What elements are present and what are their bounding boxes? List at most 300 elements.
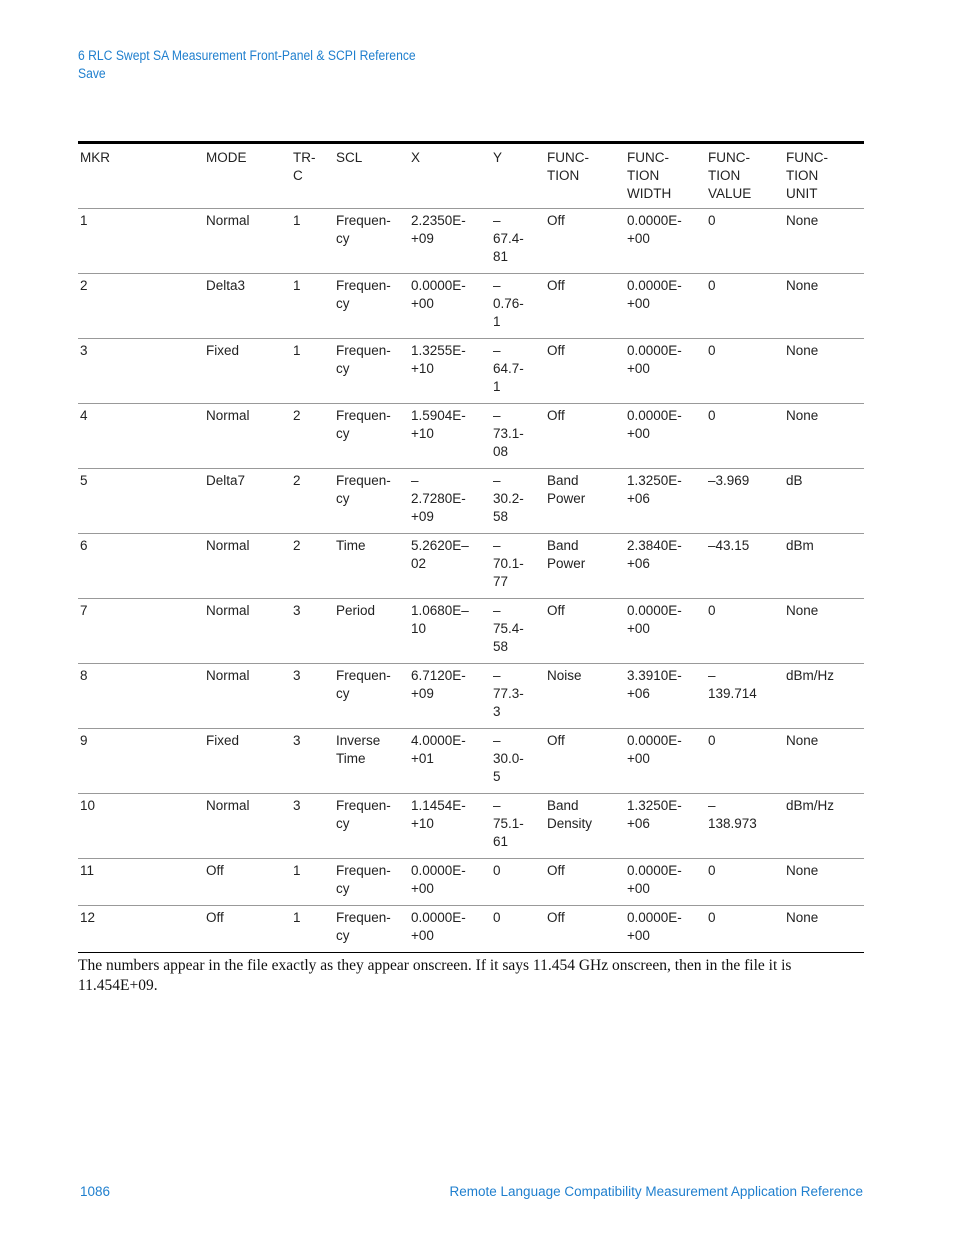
cell-function-width	[625, 859, 706, 906]
cell-x	[409, 906, 491, 953]
cell-text: 0.0000E-	[411, 910, 466, 925]
cell-text: None	[786, 910, 819, 925]
cell-trc	[291, 906, 334, 953]
cell-text: 1	[293, 343, 301, 358]
cell-text: 08	[493, 444, 509, 459]
cell-trc	[291, 729, 334, 794]
header-function	[545, 143, 625, 209]
cell-text: +00	[411, 881, 434, 896]
cell-text: 02	[411, 556, 427, 571]
cell-text: Normal	[206, 538, 250, 553]
cell-text: Delta3	[206, 278, 246, 293]
cell-y	[491, 404, 545, 469]
cell-scl	[334, 469, 409, 534]
cell-text: Off	[206, 863, 224, 878]
cell-trc	[291, 794, 334, 859]
cell-text: 4	[80, 408, 88, 423]
cell-y	[491, 729, 545, 794]
cell-text: –	[708, 798, 716, 813]
cell-mkr	[78, 794, 204, 859]
cell-text: +01	[411, 751, 434, 766]
cell-function-value	[706, 859, 784, 906]
cell-scl	[334, 534, 409, 599]
cell-text: 0.0000E-	[627, 343, 682, 358]
cell-text: –	[493, 343, 501, 358]
cell-function-value	[706, 274, 784, 339]
cell-x	[409, 469, 491, 534]
cell-text: 12	[80, 910, 96, 925]
header-text: MKR	[80, 150, 110, 165]
cell-trc	[291, 209, 334, 274]
cell-text: Inverse	[336, 733, 381, 748]
cell-text: 1.3255E-	[411, 343, 466, 358]
cell-text: Off	[547, 603, 565, 618]
cell-text: 3	[293, 668, 301, 683]
cell-mkr	[78, 274, 204, 339]
cell-mkr	[78, 664, 204, 729]
table-row	[78, 859, 864, 906]
table-body	[78, 209, 864, 953]
cell-text: 1	[493, 314, 501, 329]
cell-x	[409, 859, 491, 906]
cell-function-value	[706, 906, 784, 953]
cell-function-value	[706, 209, 784, 274]
cell-function-unit	[784, 859, 864, 906]
cell-text: cy	[336, 296, 350, 311]
cell-text: 5	[80, 473, 88, 488]
marker-table	[78, 141, 864, 953]
cell-text: +00	[627, 426, 650, 441]
header-function-unit	[784, 143, 864, 209]
cell-text: Band	[547, 798, 579, 813]
cell-x	[409, 339, 491, 404]
header-scl	[334, 143, 409, 209]
cell-function-unit	[784, 599, 864, 664]
cell-text: Off	[547, 733, 565, 748]
cell-text: Period	[336, 603, 376, 618]
cell-function-unit	[784, 209, 864, 274]
cell-function-width	[625, 729, 706, 794]
cell-text: +09	[411, 509, 434, 524]
cell-text: 0	[708, 343, 716, 358]
cell-text: 3	[80, 343, 88, 358]
header-text: FUNC-	[547, 150, 589, 165]
cell-function-unit	[784, 469, 864, 534]
cell-text: 2	[293, 408, 301, 423]
header-mkr	[78, 143, 204, 209]
cell-text: 58	[493, 509, 509, 524]
table-row	[78, 664, 864, 729]
cell-text: 0.0000E-	[627, 733, 682, 748]
cell-function-width	[625, 599, 706, 664]
cell-mkr	[78, 859, 204, 906]
cell-scl	[334, 599, 409, 664]
cell-function-value	[706, 599, 784, 664]
cell-text: +06	[627, 556, 650, 571]
cell-text: 8	[80, 668, 88, 683]
cell-function-width	[625, 404, 706, 469]
header-text: SCL	[336, 150, 363, 165]
header-function-value	[706, 143, 784, 209]
cell-text: cy	[336, 686, 350, 701]
cell-mode	[204, 664, 291, 729]
cell-function-width	[625, 664, 706, 729]
cell-function-unit	[784, 794, 864, 859]
cell-text: 0	[708, 863, 716, 878]
header-text: FUNC-	[708, 150, 750, 165]
cell-text: 10	[411, 621, 427, 636]
cell-function	[545, 664, 625, 729]
cell-text: None	[786, 278, 819, 293]
cell-text: Density	[547, 816, 593, 831]
cell-text: 3	[493, 704, 501, 719]
header-text: UNIT	[786, 186, 818, 201]
cell-text: None	[786, 408, 819, 423]
cell-text: 5.2620E–	[411, 538, 469, 553]
cell-function-value	[706, 469, 784, 534]
cell-text: 11	[80, 863, 95, 878]
header-text: Y	[493, 150, 503, 165]
cell-mode	[204, 794, 291, 859]
cell-text: 0.0000E-	[627, 278, 682, 293]
cell-text: +00	[627, 928, 650, 943]
cell-mkr	[78, 906, 204, 953]
cell-text: Off	[547, 343, 565, 358]
cell-text: +00	[627, 231, 650, 246]
cell-text: +09	[411, 231, 434, 246]
cell-function-width	[625, 534, 706, 599]
cell-text: –43.15	[708, 538, 750, 553]
table-row	[78, 794, 864, 859]
cell-text: +00	[627, 361, 650, 376]
cell-text: 6.7120E-	[411, 668, 466, 683]
cell-mkr	[78, 404, 204, 469]
cell-y	[491, 274, 545, 339]
cell-text: Frequen-	[336, 343, 391, 358]
table-row	[78, 404, 864, 469]
cell-text: 1	[293, 278, 301, 293]
cell-function-width	[625, 906, 706, 953]
header-mode	[204, 143, 291, 209]
cell-mode	[204, 534, 291, 599]
cell-function-width	[625, 339, 706, 404]
cell-mkr	[78, 729, 204, 794]
header-text: TR-	[293, 150, 316, 165]
header-y	[491, 143, 545, 209]
table-row	[78, 534, 864, 599]
cell-trc	[291, 599, 334, 664]
cell-function	[545, 274, 625, 339]
cell-text: None	[786, 603, 819, 618]
cell-text: 1	[293, 863, 301, 878]
cell-scl	[334, 794, 409, 859]
cell-text: 139.714	[708, 686, 757, 701]
cell-trc	[291, 339, 334, 404]
cell-text: 0.76-	[493, 296, 524, 311]
cell-text: 2.7280E-	[411, 491, 466, 506]
cell-scl	[334, 859, 409, 906]
cell-text: +00	[627, 296, 650, 311]
cell-text: cy	[336, 881, 350, 896]
cell-text: 7	[80, 603, 88, 618]
cell-mode	[204, 469, 291, 534]
table-row	[78, 906, 864, 953]
cell-text: 1.5904E-	[411, 408, 466, 423]
cell-y	[491, 209, 545, 274]
cell-function-value	[706, 339, 784, 404]
cell-mode	[204, 404, 291, 469]
cell-function-value	[706, 404, 784, 469]
cell-text: 0	[708, 603, 716, 618]
cell-text: +06	[627, 491, 650, 506]
cell-x	[409, 664, 491, 729]
cell-x	[409, 599, 491, 664]
cell-scl	[334, 404, 409, 469]
header-text: TION	[627, 168, 660, 183]
cell-text: 2	[293, 538, 301, 553]
cell-text: Frequen-	[336, 798, 391, 813]
cell-y	[491, 664, 545, 729]
cell-text: +00	[411, 928, 434, 943]
cell-text: None	[786, 733, 819, 748]
cell-mkr	[78, 209, 204, 274]
cell-function-unit	[784, 274, 864, 339]
cell-function-unit	[784, 664, 864, 729]
cell-text: 81	[493, 249, 509, 264]
cell-text: 0	[493, 910, 501, 925]
cell-text: Delta7	[206, 473, 246, 488]
cell-trc	[291, 664, 334, 729]
cell-function-width	[625, 794, 706, 859]
header-text: TION	[547, 168, 580, 183]
cell-text: +00	[627, 621, 650, 636]
cell-text: 3.3910E-	[627, 668, 682, 683]
table-header-row	[78, 143, 864, 209]
table-row	[78, 209, 864, 274]
header-text: TION	[708, 168, 741, 183]
cell-y	[491, 534, 545, 599]
cell-trc	[291, 534, 334, 599]
cell-text: –	[708, 668, 716, 683]
cell-function	[545, 599, 625, 664]
cell-mode	[204, 274, 291, 339]
table-row	[78, 274, 864, 339]
cell-text: 3	[293, 603, 301, 618]
header-text: MODE	[206, 150, 247, 165]
cell-text: 4.0000E-	[411, 733, 466, 748]
cell-text: 30.0-	[493, 751, 524, 766]
cell-text: +09	[411, 686, 434, 701]
cell-x	[409, 729, 491, 794]
cell-text: 2.3840E-	[627, 538, 682, 553]
cell-text: 0	[708, 278, 716, 293]
cell-text: 75.4-	[493, 621, 524, 636]
cell-text: cy	[336, 928, 350, 943]
header-trc	[291, 143, 334, 209]
cell-text: 61	[493, 834, 509, 849]
cell-text: Normal	[206, 213, 250, 228]
cell-mkr	[78, 469, 204, 534]
header-text: FUNC-	[627, 150, 669, 165]
chapter-heading: 6 RLC Swept SA Measurement Front-Panel & SCPI Reference	[78, 48, 416, 63]
cell-text: –3.969	[708, 473, 750, 488]
cell-text: –	[493, 213, 501, 228]
cell-text: 10	[80, 798, 96, 813]
cell-function-width	[625, 209, 706, 274]
cell-text: +00	[411, 296, 434, 311]
cell-text: 77.3-	[493, 686, 524, 701]
cell-text: None	[786, 343, 819, 358]
cell-scl	[334, 274, 409, 339]
cell-text: +00	[627, 881, 650, 896]
cell-text: Normal	[206, 603, 250, 618]
cell-x	[409, 274, 491, 339]
cell-y	[491, 469, 545, 534]
cell-x	[409, 209, 491, 274]
cell-text: Normal	[206, 668, 250, 683]
cell-x	[409, 534, 491, 599]
cell-text: –	[493, 733, 501, 748]
cell-text: Time	[336, 751, 366, 766]
cell-text: Frequen-	[336, 668, 391, 683]
cell-text: Frequen-	[336, 408, 391, 423]
cell-text: 0.0000E-	[627, 603, 682, 618]
cell-text: 0.0000E-	[627, 863, 682, 878]
cell-function-width	[625, 469, 706, 534]
cell-text: Off	[547, 863, 565, 878]
cell-scl	[334, 906, 409, 953]
cell-mode	[204, 906, 291, 953]
cell-text: dB	[786, 473, 803, 488]
cell-mode	[204, 729, 291, 794]
cell-text: None	[786, 213, 819, 228]
cell-text: Band	[547, 538, 579, 553]
cell-text: 58	[493, 639, 509, 654]
cell-text: 1	[493, 379, 501, 394]
cell-text: 67.4-	[493, 231, 524, 246]
cell-text: 0.0000E-	[411, 278, 466, 293]
header-function-width	[625, 143, 706, 209]
cell-text: 0.0000E-	[627, 408, 682, 423]
cell-x	[409, 404, 491, 469]
cell-function-value	[706, 794, 784, 859]
cell-function-unit	[784, 404, 864, 469]
cell-text: –	[493, 408, 501, 423]
cell-text: Power	[547, 556, 586, 571]
cell-function-unit	[784, 729, 864, 794]
cell-text: +06	[627, 686, 650, 701]
cell-text: 0	[708, 408, 716, 423]
cell-trc	[291, 469, 334, 534]
cell-scl	[334, 339, 409, 404]
cell-trc	[291, 404, 334, 469]
cell-function	[545, 859, 625, 906]
cell-text: –	[493, 473, 501, 488]
header-text: FUNC-	[786, 150, 828, 165]
cell-text: Frequen-	[336, 213, 391, 228]
cell-function	[545, 906, 625, 953]
cell-text: +10	[411, 426, 434, 441]
cell-function-unit	[784, 906, 864, 953]
cell-text: +00	[627, 751, 650, 766]
cell-scl	[334, 729, 409, 794]
header-text: C	[293, 168, 303, 183]
cell-text: 0	[708, 733, 716, 748]
cell-text: +10	[411, 361, 434, 376]
cell-text: Frequen-	[336, 473, 391, 488]
cell-function	[545, 404, 625, 469]
cell-text: Time	[336, 538, 366, 553]
cell-text: 0.0000E-	[627, 213, 682, 228]
cell-text: Power	[547, 491, 586, 506]
cell-text: –	[493, 538, 501, 553]
header-text: TION	[786, 168, 819, 183]
cell-text: 64.7-	[493, 361, 524, 376]
cell-text: –	[493, 603, 501, 618]
cell-text: 6	[80, 538, 88, 553]
cell-function	[545, 339, 625, 404]
header-x	[409, 143, 491, 209]
cell-mode	[204, 339, 291, 404]
cell-text: –	[493, 668, 501, 683]
cell-text: Off	[547, 278, 565, 293]
cell-text: Normal	[206, 408, 250, 423]
cell-text: 75.1-	[493, 816, 524, 831]
cell-y	[491, 906, 545, 953]
cell-trc	[291, 274, 334, 339]
cell-text: cy	[336, 816, 350, 831]
cell-text: 1.3250E-	[627, 473, 682, 488]
cell-text: 2	[293, 473, 301, 488]
cell-text: 2.2350E-	[411, 213, 466, 228]
cell-text: 77	[493, 574, 509, 589]
cell-text: Frequen-	[336, 863, 391, 878]
cell-text: Fixed	[206, 343, 240, 358]
cell-text: 70.1-	[493, 556, 524, 571]
cell-text: Frequen-	[336, 910, 391, 925]
cell-text: Normal	[206, 798, 250, 813]
cell-text: +06	[627, 816, 650, 831]
cell-y	[491, 794, 545, 859]
cell-function	[545, 794, 625, 859]
cell-mkr	[78, 599, 204, 664]
cell-mode	[204, 209, 291, 274]
cell-mkr	[78, 534, 204, 599]
header-text: VALUE	[708, 186, 752, 201]
cell-text: None	[786, 863, 819, 878]
cell-text: 9	[80, 733, 88, 748]
cell-text: 1.1454E-	[411, 798, 466, 813]
cell-y	[491, 859, 545, 906]
cell-text: cy	[336, 361, 350, 376]
book-title: Remote Language Compatibility Measurement Application Reference	[449, 1184, 863, 1199]
cell-text: dBm	[786, 538, 814, 553]
cell-function-unit	[784, 339, 864, 404]
cell-text: 3	[293, 798, 301, 813]
cell-text: cy	[336, 426, 350, 441]
cell-text: Off	[547, 910, 565, 925]
cell-text: 1.0680E–	[411, 603, 469, 618]
section-heading: Save	[78, 66, 106, 81]
cell-function-unit	[784, 534, 864, 599]
cell-text: Off	[547, 213, 565, 228]
cell-text: –	[493, 798, 501, 813]
cell-text: 0	[708, 213, 716, 228]
cell-trc	[291, 859, 334, 906]
cell-text: 1	[293, 213, 301, 228]
cell-text: –	[493, 278, 501, 293]
cell-y	[491, 599, 545, 664]
